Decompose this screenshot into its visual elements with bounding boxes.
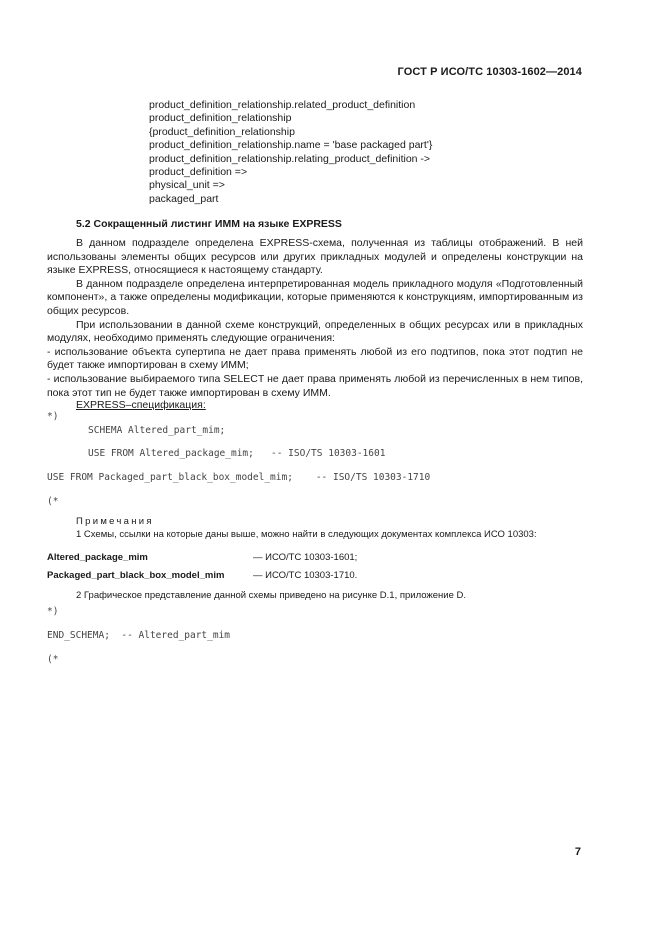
use-from-statement: USE FROM Altered_package_mim; -- ISO/TS 10303-1601 — [88, 448, 386, 459]
reference-document: — ИСО/ТС 10303-1710. — [253, 570, 358, 581]
use-from-statement: USE FROM Packaged_part_black_box_model_mim; -- ISO/TS 10303-1710 — [47, 472, 431, 483]
paragraph: В данном подразделе определена интерпретированная модель прикладного модуля «Подготовленный компонент», а также определены модификации, которые применяются к конструкциям, импортированным из общих ресурсов. — [47, 277, 583, 317]
express-line: physical_unit => — [149, 179, 225, 192]
express-line: product_definition_relationship — [149, 112, 292, 125]
notes-title: Примечания — [76, 516, 154, 527]
reference-schema-name: Altered_package_mim — [47, 552, 148, 563]
paragraph: В данном подразделе определена EXPRESS-схема, полученная из таблицы отображений. В ней использованы элементы общих ресурсов или других прикладных модулей и определены конструкции на языке EXPRESS, относящиеся к настоящему стандарту. — [47, 237, 583, 277]
constraint-item: - использование объекта супертипа не дает права применять любой из его подтипов, пока этот подтип не будет также импортирован в схему ИММ; — [47, 345, 583, 372]
reference-document: — ИСО/ТС 10303-1601; — [253, 552, 358, 563]
schema-declaration: SCHEMA Altered_part_mim; — [88, 425, 226, 436]
comment-close: *) — [47, 606, 59, 617]
constraint-item: - использование выбираемого типа SELECT не дает права применять любой из перечисленных в нем типов, пока этот тип не будет также импортирован в схему ИММ. — [47, 372, 583, 399]
express-line: product_definition_relationship.relating_product_definition -> — [149, 152, 431, 165]
express-line: product_definition_relationship.related_product_definition — [149, 99, 416, 111]
section-body — [47, 237, 583, 400]
document-header: ГОСТ Р ИСО/ТС 10303-1602—2014 — [397, 66, 582, 78]
express-spec-label: EXPRESS–спецификация: — [76, 399, 206, 411]
reference-schema-name: Packaged_part_black_box_model_mim — [47, 570, 225, 581]
paragraph: При использовании в данной схеме конструкций, определенных в общих ресурсах или в прикладных модулях, необходимо применять следующие ограничения: — [47, 318, 583, 345]
comment-close: *) — [47, 411, 59, 422]
express-line: product_definition => — [149, 166, 248, 179]
comment-open: (* — [47, 654, 59, 665]
express-line: {product_definition_relationship — [149, 125, 295, 138]
page-number: 7 — [574, 846, 581, 858]
section-title: 5.2 Сокращенный листинг ИММ на языке EXPRESS — [76, 218, 342, 230]
express-line: product_definition_relationship.name = 'base packaged part'} — [149, 139, 433, 152]
express-mapping-lines — [149, 99, 432, 206]
note-1: 1 Схемы, ссылки на которые даны выше, можно найти в следующих документах комплекса ИСО 10303: — [76, 529, 537, 540]
end-schema-statement: END_SCHEMA; -- Altered_part_mim — [47, 630, 231, 641]
note-2: 2 Графическое представление данной схемы приведено на рисунке D.1, приложение D. — [76, 590, 467, 601]
comment-open: (* — [47, 496, 59, 507]
express-line: packaged_part — [149, 192, 219, 205]
